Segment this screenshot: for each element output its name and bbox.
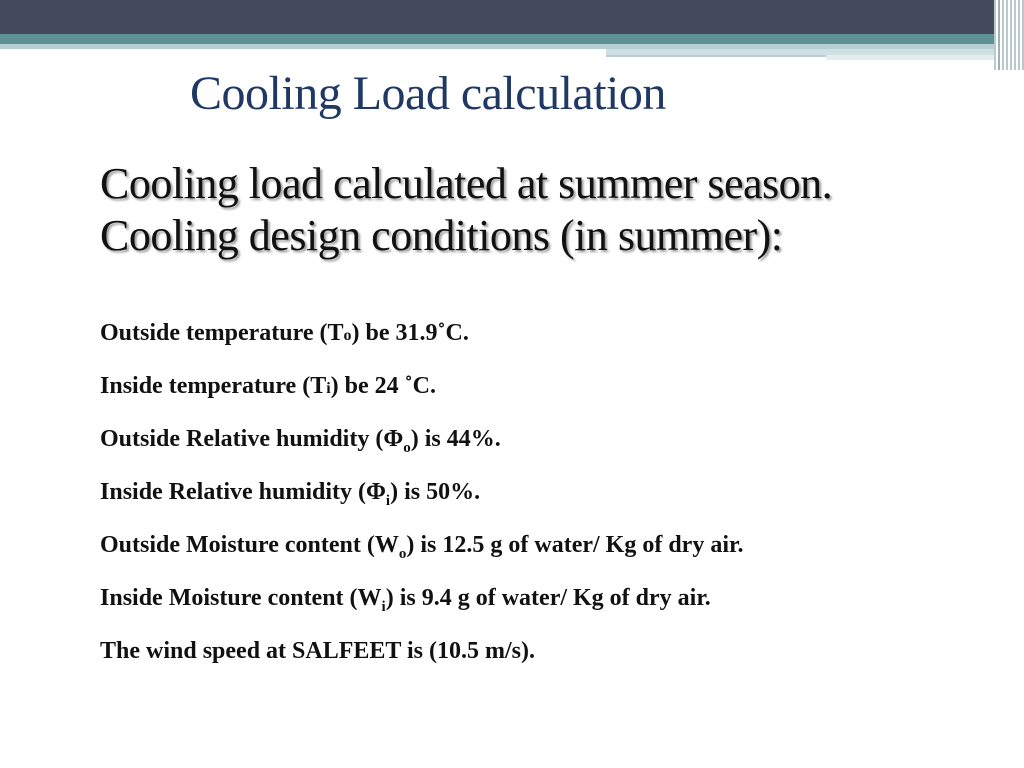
condition-text: Outside temperature (T xyxy=(100,320,344,346)
subtitle-line-2: Cooling design conditions (in summer): xyxy=(100,211,783,260)
header-bar-teal xyxy=(0,34,1024,44)
condition-subscript: i xyxy=(381,598,386,615)
corner-stripes-edge xyxy=(998,0,1000,70)
condition-subscript: i xyxy=(385,492,391,509)
condition-inside-temperature xyxy=(100,369,743,422)
slide-title: Cooling Load calculation xyxy=(190,67,666,120)
condition-text-end: ) is 12.5 g of water/ Kg of dry air. xyxy=(406,532,744,558)
condition-outside-humidity xyxy=(100,422,743,475)
condition-outside-moisture xyxy=(100,528,743,581)
condition-subscript: o xyxy=(403,439,411,456)
condition-subscript: o xyxy=(343,327,352,344)
subtitle-line-1: Cooling load calculated at summer season. xyxy=(100,159,833,208)
condition-subscript: o xyxy=(398,545,407,562)
condition-wind-speed xyxy=(100,634,743,687)
condition-outside-temperature xyxy=(100,316,743,369)
condition-text-end: ) is 50%. xyxy=(390,479,481,505)
condition-text-end: ) is 9.4 g of water/ Kg of dry air. xyxy=(385,585,711,611)
condition-text: The wind speed at SALFEET is (10.5 m/s). xyxy=(100,638,535,664)
design-conditions-list xyxy=(100,316,743,687)
header-bar-dark xyxy=(0,0,1024,34)
condition-inside-humidity xyxy=(100,475,743,528)
condition-text-end: ) be 31.9˚C. xyxy=(351,320,469,346)
condition-text-end: ) be 24 ˚C. xyxy=(330,373,436,399)
condition-inside-moisture xyxy=(100,581,743,634)
condition-text: Outside Relative humidity (Φ xyxy=(100,426,404,452)
condition-text: Inside Moisture content (W xyxy=(100,585,382,611)
slide-subtitle xyxy=(100,158,832,262)
condition-subscript: i xyxy=(326,380,331,397)
condition-text: Outside Moisture content (W xyxy=(100,532,399,558)
header-accent-line xyxy=(606,55,826,57)
condition-text-end: ) is 44%. xyxy=(410,426,501,452)
condition-text: Inside Relative humidity (Φ xyxy=(100,479,386,505)
header-accent-bar-short xyxy=(826,55,1000,60)
condition-text: Inside temperature (T xyxy=(100,373,327,399)
